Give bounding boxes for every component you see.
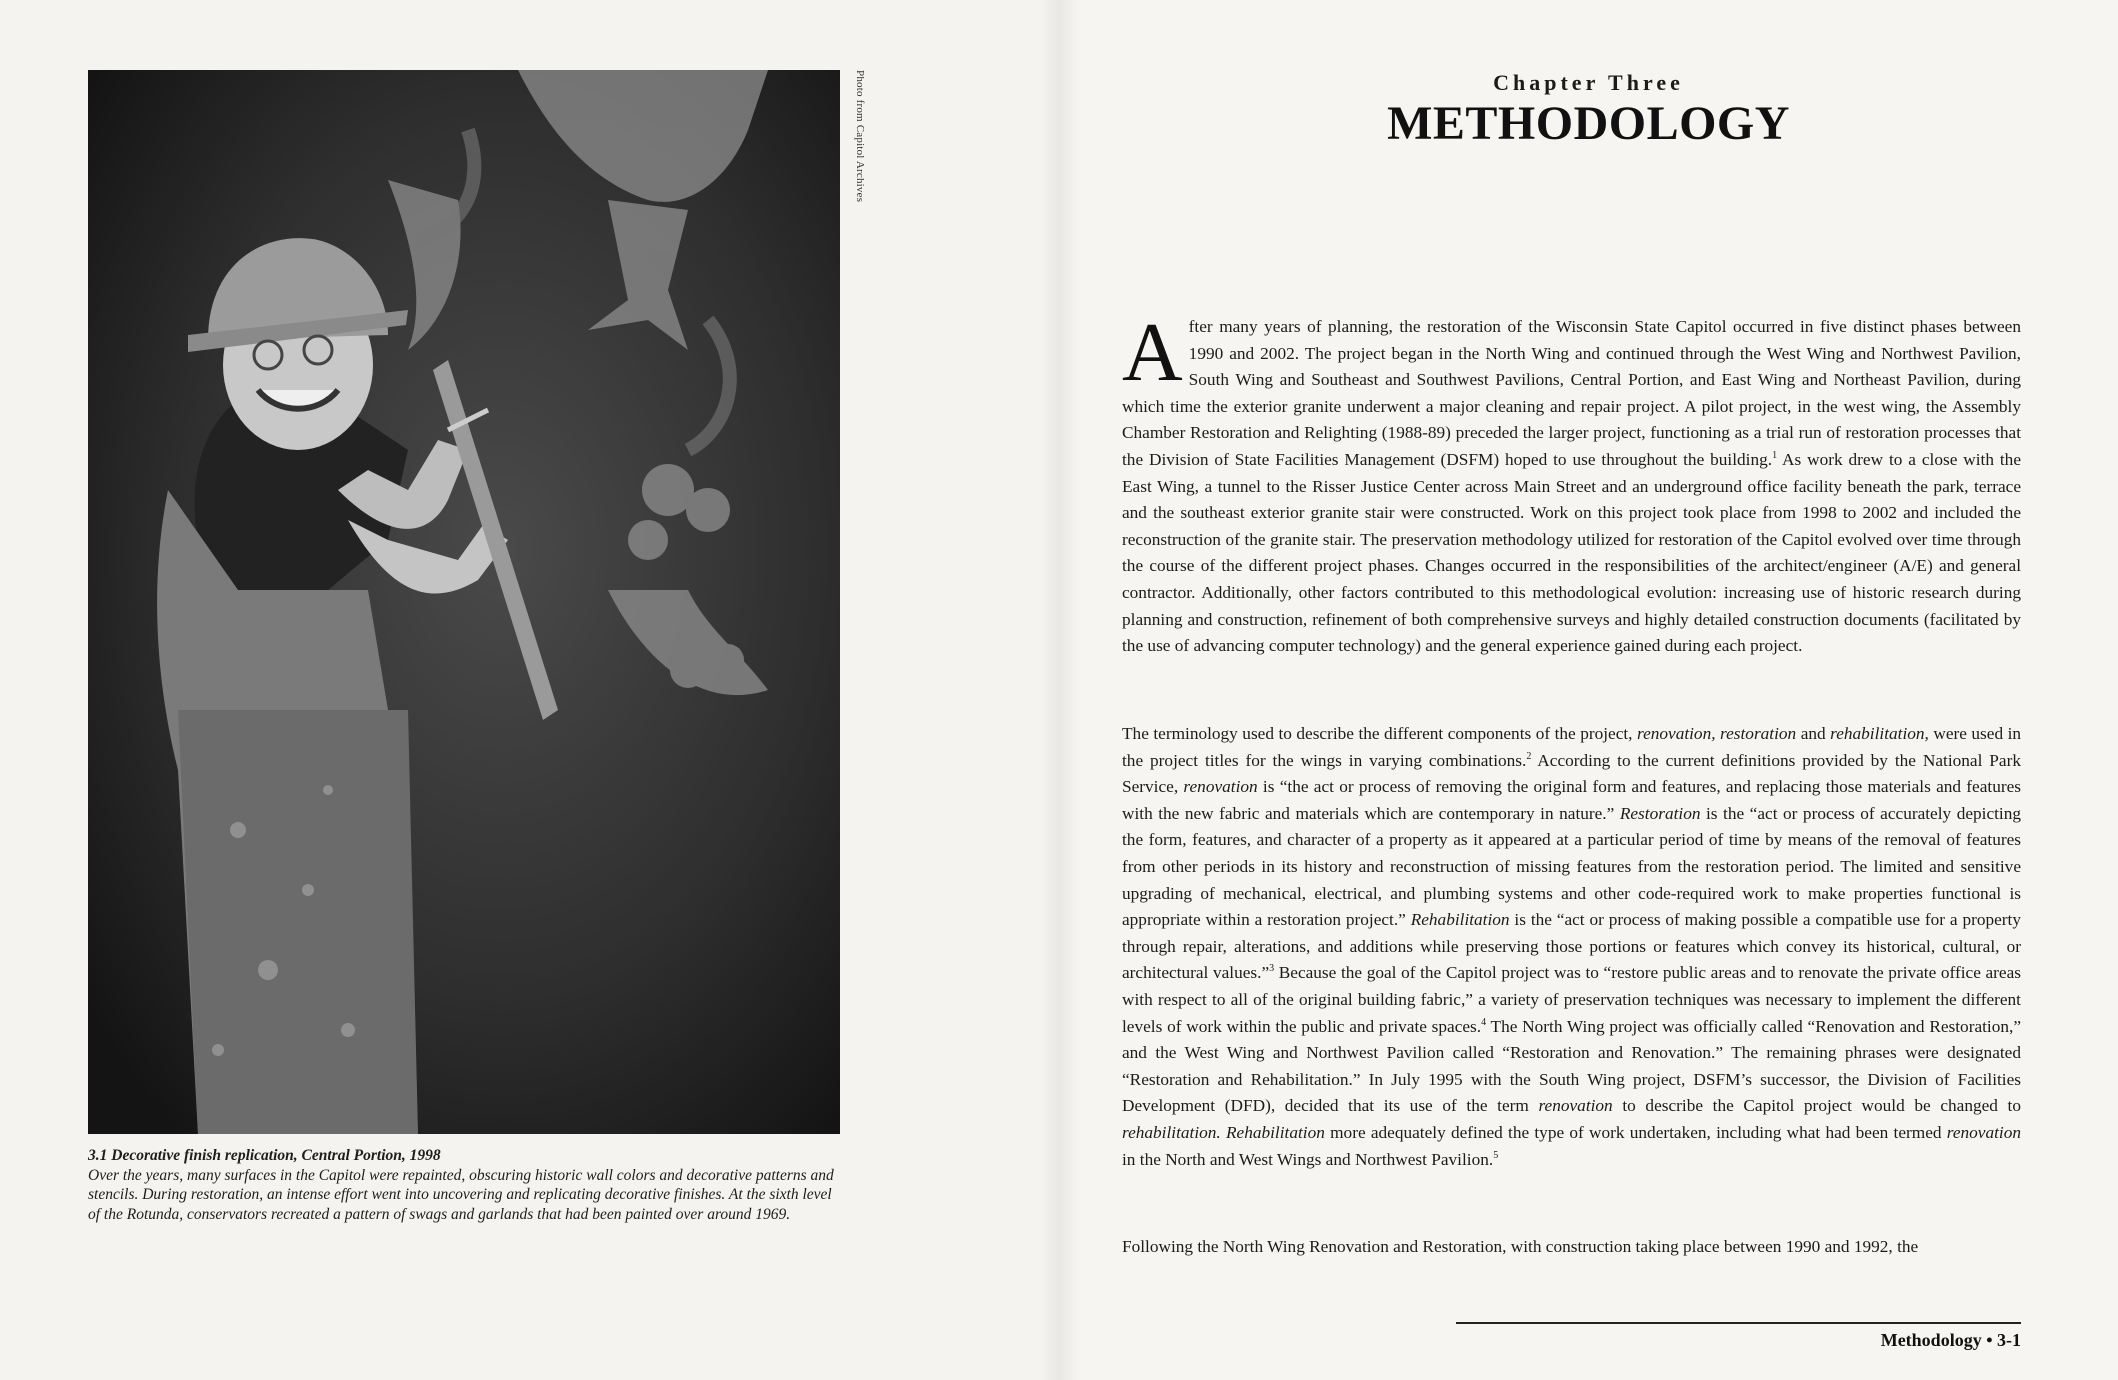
caption-title: 3.1 Decorative finish replication, Central Portion, 1998: [88, 1147, 441, 1164]
drop-cap: A: [1122, 306, 1183, 399]
chapter-title: METHODOLOGY: [1387, 97, 1790, 150]
paragraph-2: The terminology used to describe the different components of the project, renovation, restoration and rehabilitation, were used in the project titles for the wings in varying combinations.$^2$ According to the current definitions provided by the National Park Service, renovation is “the act or process of removing the original form and features, and replacing those materials and features with the new fabric and materials which are contemporary in nature.” Restoration is the “act or process of accurately depicting the form, features, and character of a property as it appeared at a particular period of time by means of the removal of features from other periods in its history and reconstruction of missing features from the restoration period. The limited and sensitive upgrading of mechanical, electrical, and plumbing systems and other code-required work to make properties functional is appropriate within a restoration project.” Rehabilitation is the “act or process of making possible a compatible use for a property through repair, alterations, and additions while preserving those portions or features which convey its historical, cultural, or architectural values.”$^3$ Because the goal of the Capitol project was to “restore public areas and to renovate the private office areas with respect to all of the original building fabric,” a variety of preservation techniques was necessary to implement the different levels of work within the public and private spaces.$^4$ The North Wing project was officially called “Renovation and Restoration,” and the West Wing and Northwest Pavilion called “Restoration and Renovation.” The remaining phrases were designated “Restoration and Rehabilitation.” In July 1995 with the South Wing project, DSFM’s successor, the Division of Facilities Development (DFD), decided that its use of the term renovation to describe the Capitol project would be changed to rehabilitation. Rehabilitation more adequately defined the type of work undertaken, including what had been termed renovation in the North and West Wings and Northwest Pavilion.$^5$: [1122, 724, 2022, 1169]
footer-rule: [1456, 1322, 2021, 1324]
photo-illustration: [88, 70, 840, 1134]
photo-credit: Photo from Capitol Archives: [854, 70, 866, 203]
chapter-label: Chapter Three: [1493, 70, 1684, 95]
footnote-ref: 3: [1269, 963, 1275, 975]
figure-caption: [88, 1146, 840, 1224]
paragraph-3: Following the North Wing Renovation and Restoration, with construction taking place between 1990 and 1992, the: [1122, 1237, 1919, 1256]
paragraph-1: After many years of planning, the restoration of the Wisconsin State Capitol occurred in five distinct phases between 1990 and 2002. The project began in the North Wing and continued through the West Wing and Northwest Pavilion, South Wing and Southeast and Southwest Pavilions, Central Portion, and East Wing and Northeast Pavilion, during which time the exterior granite underwent a major cleaning and repair project. A pilot project, in the west wing, the Assembly Chamber Restoration and Relighting (1988-89) preceded the larger project, functioning as a trial run of restoration processes that the Division of State Facilities Management (DSFM) hoped to use throughout the building.$^1$ As work drew to a close with the East Wing, a tunnel to the Risser Justice Center across Main Street and an underground office facility beneath the park, terrace and the southeast exterior granite stair were constructed. Work on this project took place from 1998 to 2002 and included the reconstruction of the granite stair. The preservation methodology utilized for restoration of the Capitol evolved over time through the course of the different project phases. Changes occurred in the responsibilities of the architect/engineer (A/E) and general contractor. Additionally, other factors contributed to this methodological evolution: increasing use of historic research during planning and construction, refinement of both comprehensive surveys and highly detailed construction documents (facilitated by the use of advancing computer technology) and the general experience gained during each project.: [1122, 306, 2021, 656]
footnote-ref: 2: [1526, 750, 1532, 762]
footnote-ref: 4: [1481, 1016, 1487, 1028]
caption-body: Over the years, many surfaces in the Capitol were repainted, obscuring historic wall colors and decorative patterns and stencils. During restoration, an intense effort went into uncovering and replicating decorative finishes. At the sixth level of the Rotunda, conservators recreated a pattern of swags and garlands that had been painted over around 1969.: [88, 1166, 834, 1223]
page-footer: Methodology • 3-1: [1880, 1330, 2021, 1350]
photo-conservator-painting: [88, 70, 840, 1134]
page-gutter: [1040, 0, 1080, 1380]
footnote-ref: 5: [1493, 1149, 1499, 1161]
footnote-ref: 1: [1772, 450, 1778, 462]
